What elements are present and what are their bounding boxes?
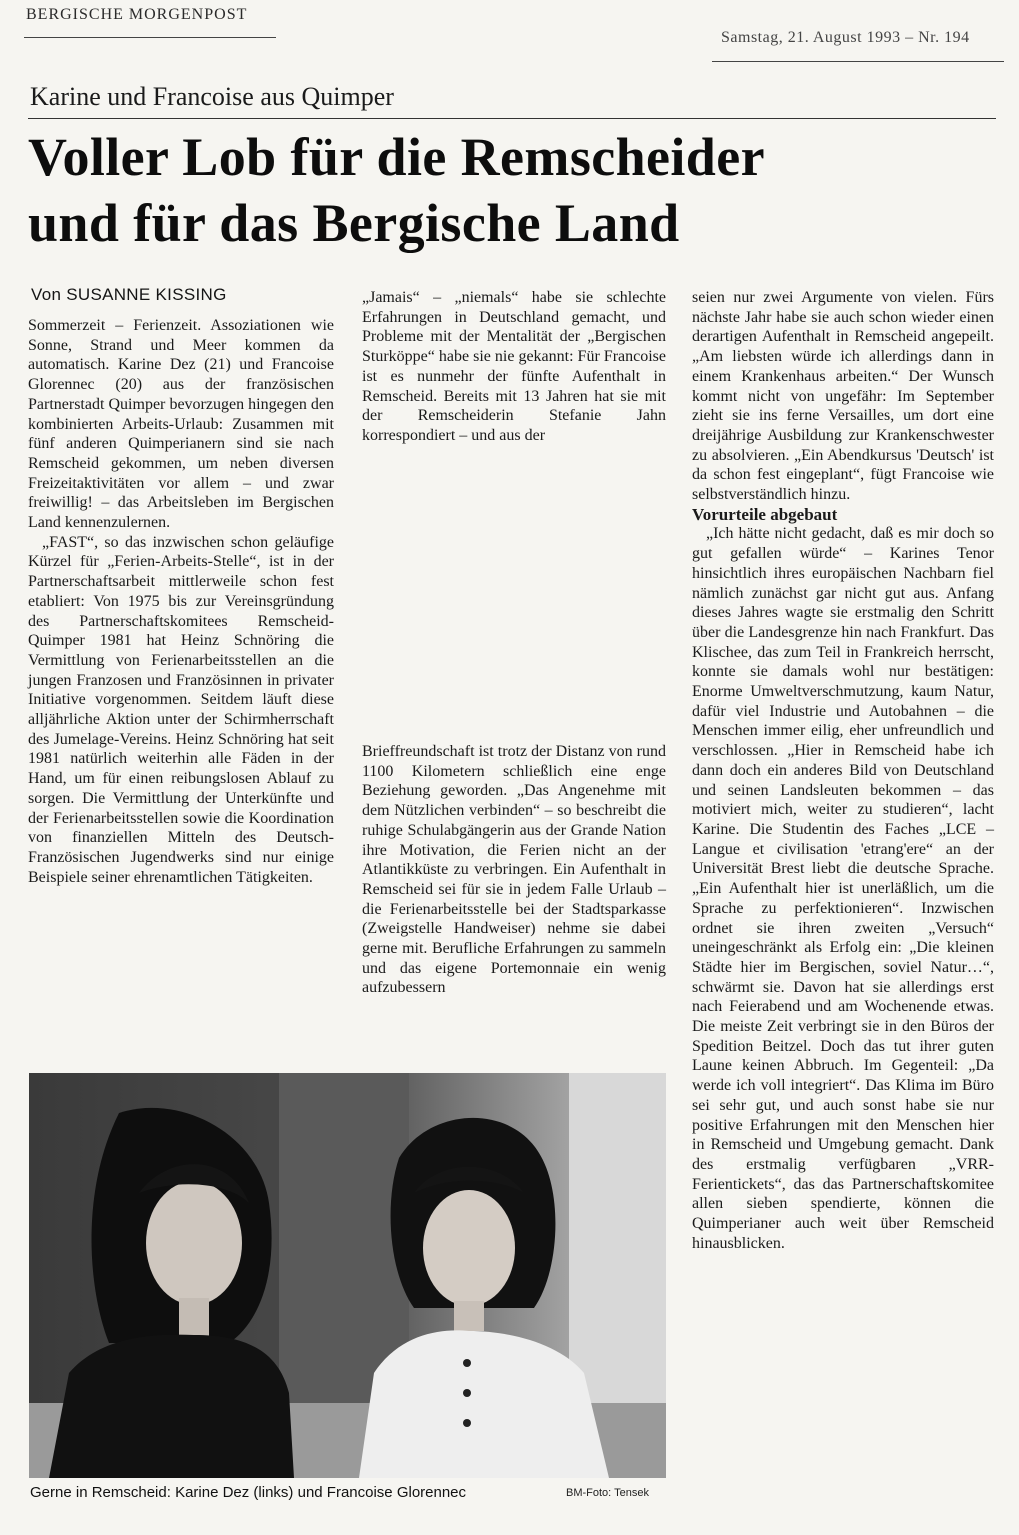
column-2-bottom	[362, 742, 666, 998]
dateline: Samstag, 21. August 1993 – Nr. 194	[721, 29, 970, 46]
paragraph: „Ich hätte nicht gedacht, daß es mir doch so gut gefallen würde“ – Karines Tenor hinsichtlich ihres europäischen Nachbarn fiel nämlich zunächst gar nicht gut aus. Anfang dieses Jahres wagte sie erstmalig den Schritt über die Landesgrenze hin nach Frankfurt. Das Klischee, das zum Teil in Frankreich herrscht, konnte sie damals wohl nur bestätigen: Enorme Umweltverschmutzung, kaum Natur, dafür viel Industrie und Autobahnen – die Menschen immer eilig, eher unfreundlich und verschlossen. „Hier in Remscheid habe ich dann doch ein anderes Bild von Deutschland und seinen Landsleuten bekommen – das motiviert mich, weiter zu studieren“, lacht Karine. Die Studentin des Faches „LCE – Langue et civilisation 'etrang'ere“ an der Universität Brest liebt die deutsche Sprache. „Ein Aufenthalt hier ist unerläßlich, um die Sprache zu perfektionieren“. Inzwischen ordnet sie ihren zweiten „Versuch“ uneingeschränkt als Erfolg ein: „Die kleinen Städte hier im Bergischen, soviel Natur…“, schwärmt sie. Davon hat sie allerdings erst nach Feierabend und am Wochenende etwas. Die meiste Zeit verbringt sie in den Büros der Spedition Beitzel. Doch das tut ihrer guten Laune keinen Abbruch. Im Gegenteil: „Da werde ich voll integriert“. Das Klima im Büro sei sehr gut, und auch sonst habe sie nur positive Erfahrungen mit den Menschen hier in Remscheid und Umgebung gemacht. Dank des erstmalig verfügbaren „VRR-Ferientickets“, das das Partnerschaftskomitee allen sieben spendierte, können die Quimperianer auch weit über Remscheid hinausblicken.	[692, 525, 994, 1252]
photo-caption: Gerne in Remscheid: Karine Dez (links) und Francoise Glorennec	[30, 1484, 467, 1501]
kicker: Karine und Francoise aus Quimper	[30, 82, 394, 111]
headline-line-1: Voller Lob für die Remscheider	[28, 127, 765, 187]
headline	[28, 124, 765, 256]
column-2-top	[362, 288, 666, 446]
photo-credit: BM-Foto: Tensek	[566, 1487, 649, 1499]
paragraph: „Jamais“ – „niemals“ habe sie schlechte Erfahrungen in Deutschland gemacht, und Probleme mit der Mentalität der „Bergischen Sturköppe“ habe sie nie gekannt: Für Francoise ist es nunmehr der fünfte Aufenthalt in Remscheid. Bereits mit 13 Jahren hat sie mit der Remscheiderin Stefanie Jahn korrespondiert – und aus der	[362, 289, 666, 444]
column-1	[28, 316, 334, 887]
paragraph: „FAST“, so das inzwischen schon geläufige Kürzel für „Ferien-Arbeits-Stelle“, ist in der Partnerschaftsarbeit mittlerweile schon fest etabliert: Von 1975 bis zur Vereinsgründung des Partnerschaftskomitees Remscheid-Quimper 1981 hat Heinz Schnöring die Vermittlung von Ferienarbeitsstellen an die jungen Franzosen und Französinnen in privater Initiative vorgenommen. Seitdem läuft diese alljährliche Aktion unter der Schirmherrschaft des Jumelage-Vereins. Heinz Schnöring hat seit 1981 natürlich weiterhin alle Fäden in der Hand, um für einen reibungslosen Ablauf zu sorgen. Die Vermittlung der Unterkünfte und der Ferienarbeitsstellen sowie die Koordination von finanziellen Mitteln des Deutsch-Französischen Jugendwerks sind nur einige Beispiele seiner ehrenamtlichen Tätigkeiten.	[28, 533, 334, 886]
dateline-rule	[712, 61, 1004, 62]
byline: Von SUSANNE KISSING	[31, 285, 227, 304]
paper-name-rule	[24, 37, 276, 38]
article-photo	[29, 1073, 666, 1478]
paragraph: Sommerzeit – Ferienzeit. Assoziationen wie Sonne, Strand und Meer kommen da automatisch. Karine Dez (21) und Francoise Glorennec (20) aus der französischen Partnerstadt Quimper bevorzugen hingegen den kombinierten Arbeits-Urlaub: Zusammen mit fünf anderen Quimperianern sind sie nach Remscheid gekommen, um neben diversen Freizeitaktivitäten vor allem – und zwar freiwillig! – das Arbeitsleben im Bergischen Land kennenzulernen.	[28, 317, 334, 532]
headline-line-2: und für das Bergische Land	[28, 193, 680, 253]
subheading: Vorurteile abgebaut	[692, 504, 838, 524]
paragraph: seien nur zwei Argumente von vielen. Fürs nächste Jahr habe sie auch schon wieder einen derartigen Aufenthalt in Remscheid angepeilt. „Am liebsten würde ich allerdings dann in einem Krankenhaus arbeiten.“ Der Wunsch kommt nicht von ungefähr: Im September zieht sie ins ferne Versailles, um dort eine dreijährige Ausbildung zur Krankenschwester zu absolvieren. „Ein Abendkursus 'Deutsch' ist da schon fest eingeplant“, fügt Francoise wie selbstverständlich hinzu.	[692, 289, 994, 504]
paper-name: BERGISCHE MORGENPOST	[26, 6, 248, 23]
kicker-rule	[28, 118, 996, 119]
column-3	[692, 288, 994, 1253]
paragraph: Brieffreundschaft ist trotz der Distanz von rund 1100 Kilometern schließlich eine enge Beziehung geworden. „Das Angenehme mit dem Nützlichen verbinden“ – so beschreibt die ruhige Schulabgängerin aus der Grande Nation ihre Motivation, die Ferien nicht an der Atlantikküste zu verbringen. Ein Aufenthalt in Remscheid sei für sie in jedem Falle Urlaub – die Ferienarbeitsstelle bei der Stadtsparkasse (Zweigstelle Handweiser) nehme sie dabei gerne mit. Berufliche Erfahrungen zu sammeln und das eigene Portemonnaie ein wenig aufzubessern	[362, 743, 666, 997]
photo-illustration	[29, 1073, 666, 1478]
